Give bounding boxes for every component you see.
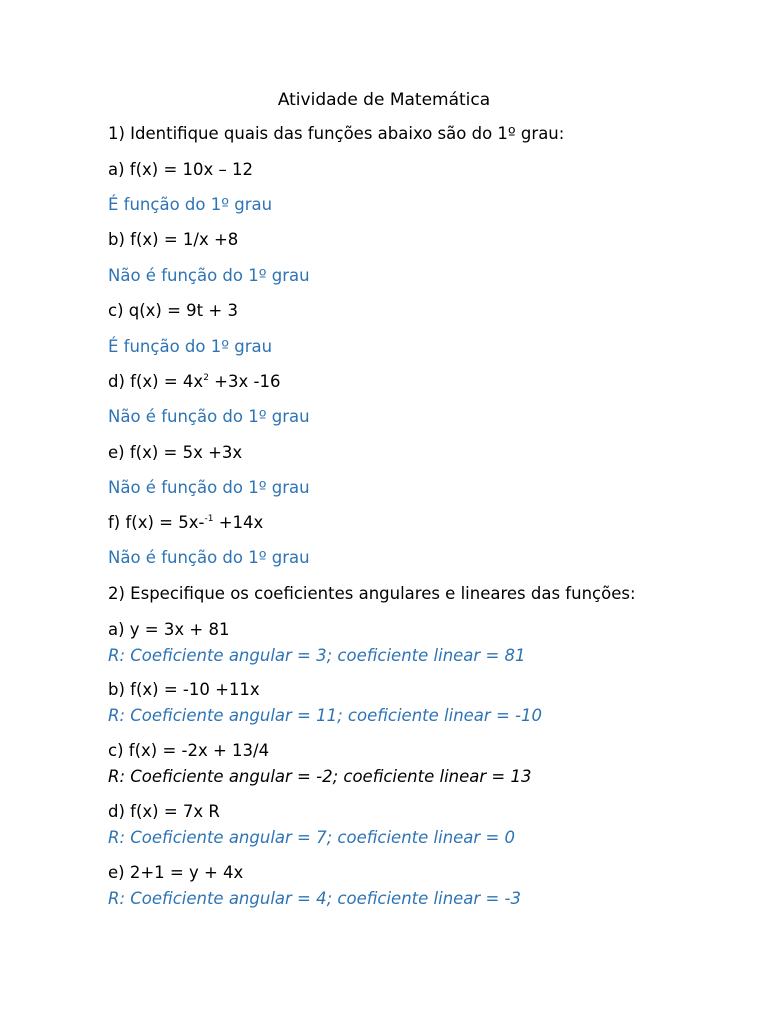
q1-f-exponent: -1 <box>204 514 214 524</box>
q1-d-answer: Não é função do 1º grau <box>108 407 310 426</box>
q2-d-question: d) f(x) = 7x R <box>108 802 220 821</box>
q2-e-question: e) 2+1 = y + 4x <box>108 863 244 882</box>
q2-b-question: b) f(x) = -10 +11x <box>108 680 260 699</box>
q1-d-exponent: 2 <box>203 373 209 383</box>
q1-e-question: e) f(x) = 5x +3x <box>108 443 243 462</box>
document-title: Atividade de Matemática <box>277 90 491 110</box>
question-2-heading: 2) Especifique os coeficientes angulares e lineares das funções: <box>108 584 636 603</box>
q1-d-question-rest: +3x -16 <box>208 372 281 391</box>
q2-a-answer: R: Coeficiente angular = 3; coeficiente linear = 81 <box>108 646 526 665</box>
q2-b-answer: R: Coeficiente angular = 11; coeficiente linear = -10 <box>108 706 542 725</box>
q2-c-question: c) f(x) = -2x + 13/4 <box>108 741 270 760</box>
q1-f-answer: Não é função do 1º grau <box>108 548 310 567</box>
q1-d-question <box>108 370 280 394</box>
q1-c-answer: É função do 1º grau <box>108 337 273 356</box>
q1-b-question: b) f(x) = 1/x +8 <box>108 230 239 249</box>
q1-f-question-rest: +14x <box>213 513 264 532</box>
q1-f-question-base: f) f(x) = 5x- <box>108 513 205 532</box>
q2-d-answer: R: Coeficiente angular = 7; coeficiente linear = 0 <box>108 828 516 847</box>
q2-a-question: a) y = 3x + 81 <box>108 620 230 639</box>
q2-e-answer: R: Coeficiente angular = 4; coeficiente linear = -3 <box>108 889 521 908</box>
q1-a-question: a) f(x) = 10x – 12 <box>108 160 254 179</box>
q1-f-question <box>108 511 263 535</box>
q2-c-answer: R: Coeficiente angular = -2; coeficiente linear = 13 <box>108 767 532 786</box>
q1-d-question-base: d) f(x) = 4x <box>108 372 204 391</box>
q1-a-answer: É função do 1º grau <box>108 195 273 214</box>
question-1-heading: 1) Identifique quais das funções abaixo são do 1º grau: <box>108 124 565 143</box>
q1-e-answer: Não é função do 1º grau <box>108 478 310 497</box>
q1-c-question: c) q(x) = 9t + 3 <box>108 301 238 320</box>
q1-b-answer: Não é função do 1º grau <box>108 266 310 285</box>
